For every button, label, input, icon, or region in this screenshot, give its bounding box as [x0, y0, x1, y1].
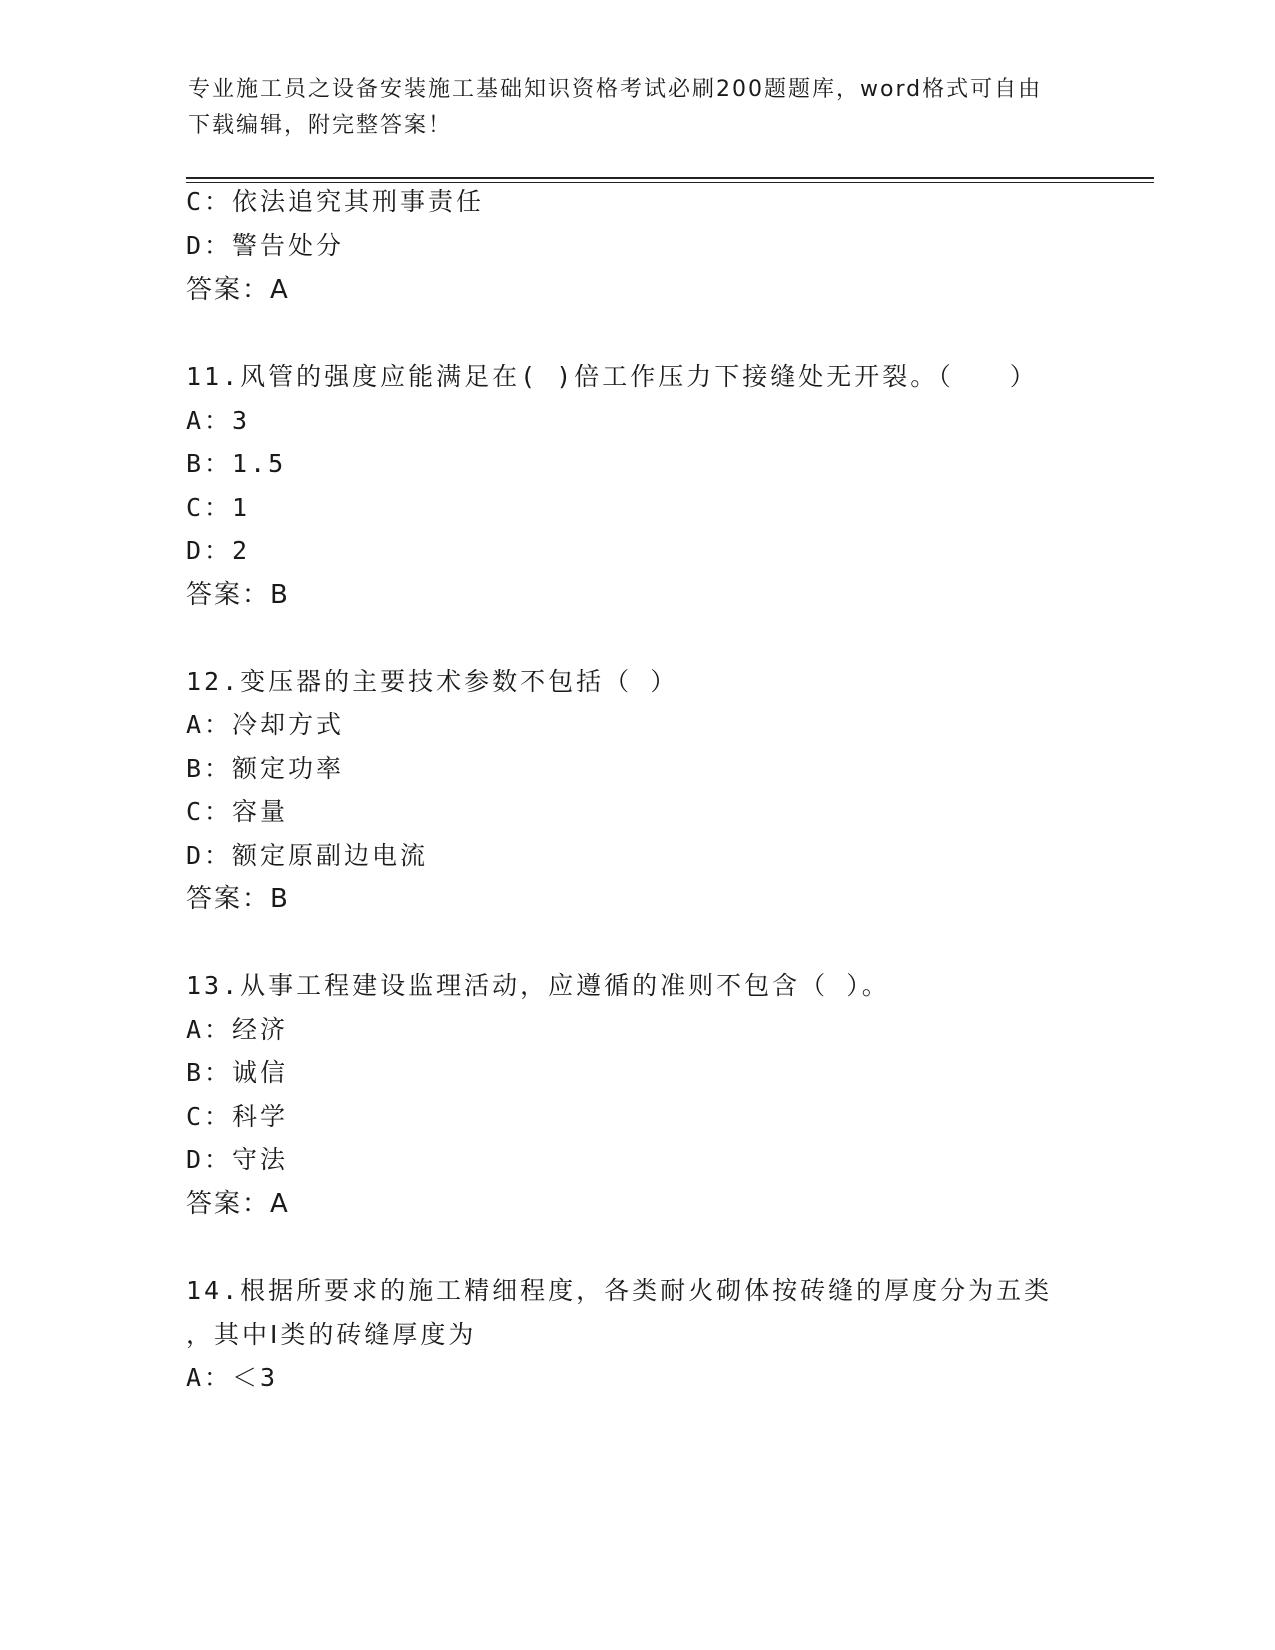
- header-divider-thick: [186, 177, 1154, 179]
- q11-answer: 答案：B: [186, 580, 290, 610]
- header-title-line1: 专业施工员之设备安装施工基础知识资格考试必刷200题题库，word格式可自由: [188, 77, 1043, 102]
- q14-stem-line1: 14.根据所要求的施工精细程度，各类耐火砌体按砖缝的厚度分为五类: [186, 1276, 1053, 1305]
- header-divider-thin: [186, 182, 1154, 183]
- q11-option-b: B：1.5: [186, 449, 287, 478]
- q12-answer: 答案：B: [186, 884, 290, 914]
- prev-option-d: D：警告处分: [186, 231, 345, 260]
- q13-option-d: D：守法: [186, 1145, 289, 1174]
- q11-option-a: A：3: [186, 406, 251, 435]
- q11-stem: 11.风管的强度应能满足在( )倍工作压力下接缝处无开裂。（ ）: [186, 362, 1038, 391]
- q13-stem: 13.从事工程建设监理活动，应遵循的准则不包含（ ）。: [186, 971, 890, 1000]
- header-title-line2: 下载编辑，附完整答案！: [188, 113, 453, 138]
- q14-stem-line2: ，其中Ⅰ类的砖缝厚度为: [186, 1320, 477, 1349]
- q12-option-c: C：容量: [186, 797, 289, 826]
- q13-option-a: A：经济: [186, 1015, 289, 1044]
- q11-option-c: C：1: [186, 493, 251, 522]
- prev-answer: 答案：A: [186, 275, 290, 305]
- prev-option-c: C：依法追究其刑事责任: [186, 187, 485, 216]
- q12-option-b: B：额定功率: [186, 754, 345, 783]
- q13-option-c: C：科学: [186, 1102, 289, 1131]
- q14-option-a: A：＜3: [186, 1363, 279, 1392]
- q12-option-d: D：额定原副边电流: [186, 841, 429, 870]
- document-header: [188, 72, 1088, 144]
- q13-option-b: B：诚信: [186, 1058, 289, 1087]
- q13-answer: 答案：A: [186, 1189, 290, 1219]
- q12-option-a: A：冷却方式: [186, 710, 345, 739]
- q12-stem: 12.变压器的主要技术参数不包括（ ）: [186, 667, 679, 696]
- q11-option-d: D：2: [186, 536, 251, 565]
